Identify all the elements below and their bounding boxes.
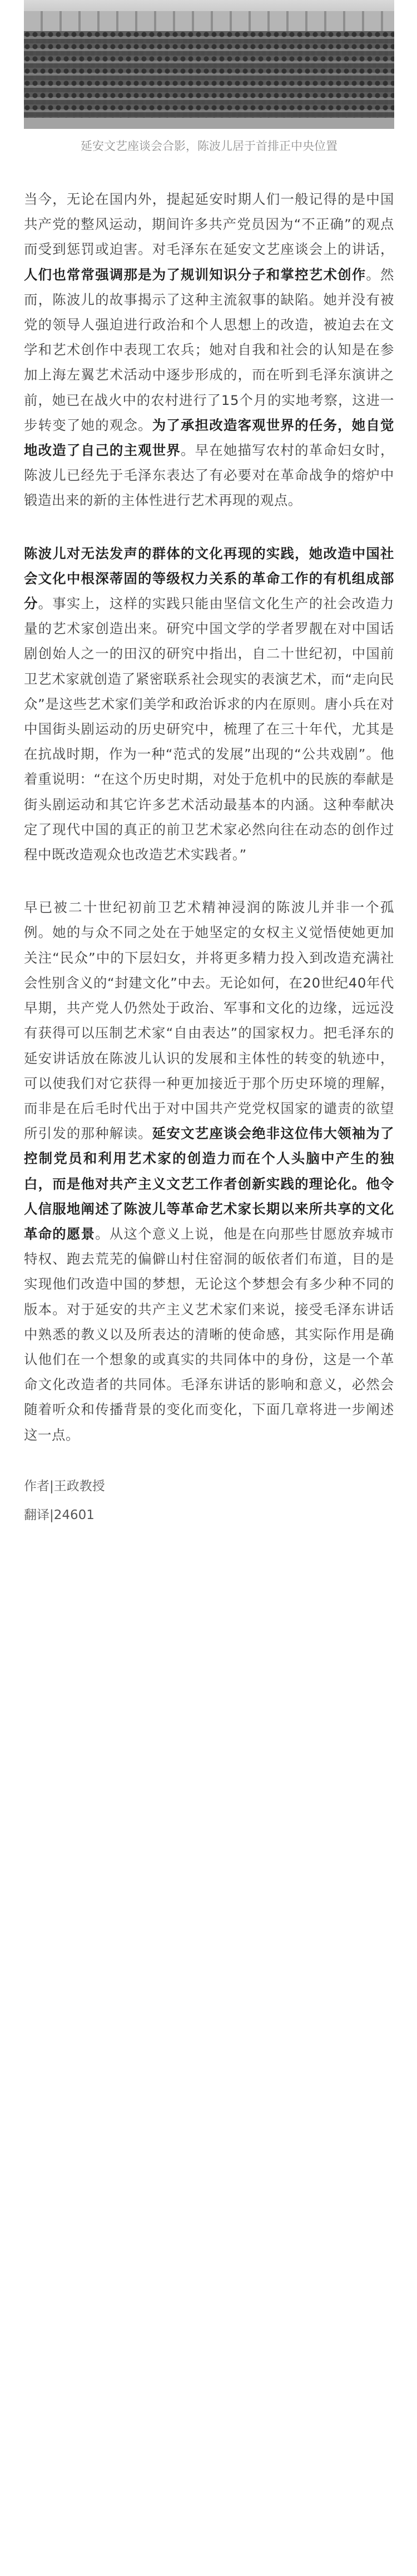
text-run: 。从这个意义上说，他是在向那些甘愿放弃城市特权、跑去荒芜的偏僻山村住窑洞的皈依者们布道，目的是实现他们改造中国的梦想，无论这个梦想会有多少种不同的版本。对于延安的共产主义艺术家们来说，接受毛泽东讲话中熟悉的教义以及所表达的清晰的使命感，其实际作用是确认他们在一个想象的或真实的共同体中的身份，这是一个革命文化改造者的共同体。毛泽东讲话的影响和意义，必然会随着听众和传播背景的变化而变化，下面几章将进一步阐述这一点。: [24, 1225, 394, 1443]
photo-caption: 延安文艺座谈会合影，陈波儿居于首排正中央位置: [81, 139, 337, 153]
translator-credit: 翻译|24601: [24, 1507, 95, 1522]
group-photo: [24, 0, 394, 129]
credits: [24, 1475, 394, 1526]
photo-crowd: [24, 31, 394, 129]
emphasis-run: 为了承担改造客观世界的任务，她自觉地改造了自己的主观世界: [24, 417, 394, 459]
emphasis-run: 延安文艺座谈会绝非这位伟大领袖为了控制党员和利用艺术家的创造力而在个人头脑中产生的独白，而是他对共产主义文艺工作者创新实践的理论化。他令人信服地阐述了陈波儿等革命艺术家长期以来所共享的文化革命的愿景: [24, 1125, 394, 1242]
paragraph: [24, 895, 394, 1447]
emphasis-run: 人们也常常强调那是为了规训知识分子和掌控艺术创作: [24, 266, 366, 283]
text-run: 。事实上，这样的实践只能由坚信文化生产的社会改造力量的艺术家创造出来。研究中国文学的学者罗靓在对中国话剧创始人之一的田汉的研究中指出，自二十世纪初，中国前卫艺术家就创造了紧密联系社会现实的表演艺术，而“走向民众”是这些艺术家们美学和政治诉求的内在原则。唐小兵在对中国街头剧运动的历史研究中，梳理了在三十年代，尤其是在抗战时期，作为一种“范式的发展”出现的“公共戏剧”。他着重说明：“在这个历史时期，对处于危机中的民族的奉献是街头剧运动和其它许多艺术活动最基本的内涵。这种奉献决定了现代中国的真正的前卫艺术家必然向往在动态的创作过程中既改造观众也改造艺术实践者。”: [24, 595, 394, 863]
photo-ground: [24, 118, 394, 129]
photo-building: [24, 11, 394, 33]
author-credit: 作者|王政教授: [24, 1479, 105, 1494]
text-run: 当今，无论在国内外，提起延安时期人们一般记得的是中国共产党的整风运动，期间许多共产党员因为“不正确”的观点而受到惩罚或迫害。对毛泽东在延安文艺座谈会上的讲话，: [24, 191, 394, 258]
text-run: 。早在她描写农村的革命妇女时，陈波儿已经先于毛泽东表达了有必要对在革命战争的熔炉中锻造出来的新的主体性进行艺术再现的观点。: [24, 442, 394, 509]
text-run: 早已被二十世纪初前卫艺术精神浸润的陈波儿并非一个孤例。她的与众不同之处在于她坚定的女权主义觉悟使她更加关注“民众”中的下层妇女，并将更多精力投入到改造充满社会性别含义的“封建文化”中去。无论如何，在20世纪40年代早期，共产党人仍然处于政治、军事和文化的边缘，远远没有获得可以压制艺术家“自由表达”的国家权力。把毛泽东的延安讲话放在陈波儿认识的发展和主体性的转变的轨迹中，可以使我们对它获得一种更加接近于那个历史环境的理解，而非是在后毛时代出于对中国共产党党权国家的谴责的欲望所引发的那种解读。: [24, 899, 394, 1142]
text-run: 。然而，陈波儿的故事揭示了这种主流叙事的缺陷。她并没有被党的领导人强迫进行政治和个人思想上的改造，被迫去在文学和艺术创作中表现工农兵；她对自我和社会的认知是在参加上海左翼艺术活动中逐步形成的，而在听到毛泽东演讲之前，她已在战火中的农村进行了15个月的实地考察，这进一步转变了她的观念。: [24, 266, 395, 433]
emphasis-run: 陈波儿对无法发声的群体的文化再现的实践，她改造中国社会文化中根深蒂固的等级权力关系的革命工作的有机组成部分: [24, 545, 394, 612]
article-body: [24, 187, 394, 1533]
paragraph: [24, 187, 394, 513]
paragraph: [24, 541, 394, 868]
